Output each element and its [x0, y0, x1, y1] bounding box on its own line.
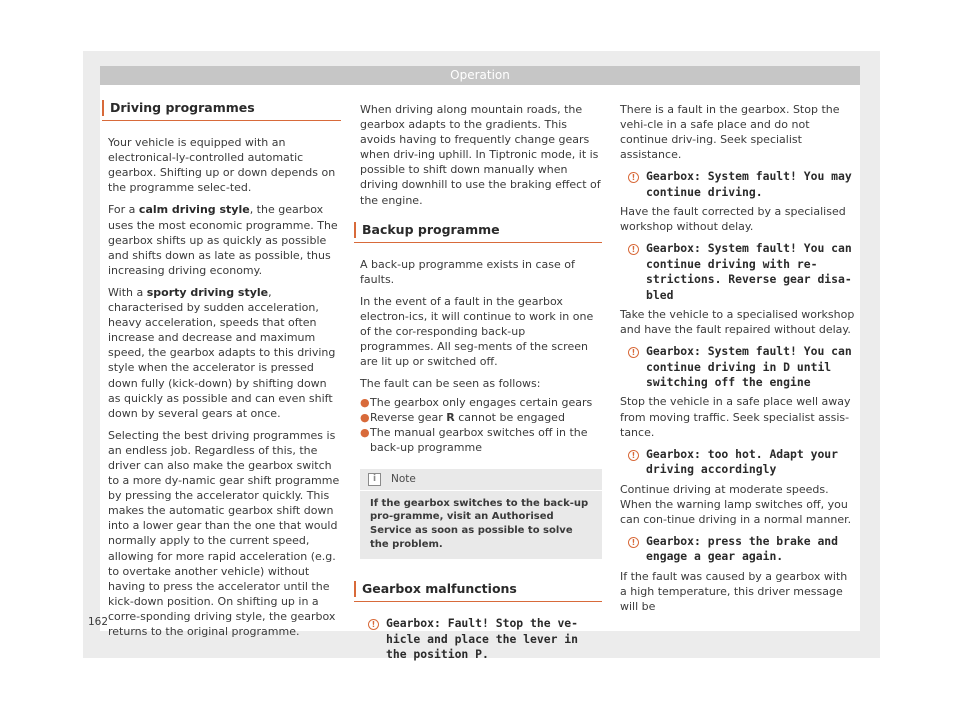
warning-icon: ! — [628, 172, 639, 183]
driver-message-text: Gearbox: System fault! You can continue driving with re-strictions. Reverse gear disa-bled — [646, 241, 852, 302]
driver-message — [620, 169, 857, 200]
driver-message-text: Gearbox: System fault! You can continue driving in D until switching off the engine — [646, 344, 852, 389]
paragraph: For a calm driving style, the gearbox uses the most economic programme. The gearbox shifts up as quickly as possible and shifts down as late as possible, thus increasing driving economy. — [108, 203, 338, 277]
note-label: Note — [391, 472, 416, 485]
heading-gearbox-malfunctions: Gearbox malfunctions — [360, 581, 602, 602]
driver-message — [360, 616, 602, 662]
driver-message — [620, 344, 857, 390]
driver-message-text: Gearbox: press the brake and engage a gear again. — [646, 533, 839, 564]
warning-icon: ! — [628, 450, 639, 461]
bullet-icon: ● — [360, 395, 370, 409]
heading-backup-programme: Backup programme — [360, 222, 602, 243]
paragraph: Have the fault corrected by a specialised workshop without delay. — [620, 205, 846, 234]
driver-message — [620, 447, 857, 478]
paragraph: In the event of a fault in the gearbox electron-ics, it will continue to work in one of the cor-responding back-up programmes. All seg-ments of the screen are lit up or switched off. — [360, 294, 594, 369]
list-item: ● The manual gearbox switches off in the back-up programme — [360, 425, 588, 454]
warning-icon: ! — [628, 347, 639, 358]
paragraph: The fault can be seen as follows: — [360, 377, 541, 391]
driver-message — [620, 241, 857, 303]
warning-icon: ! — [628, 537, 639, 548]
paragraph: Stop the vehicle in a safe place well away from moving traffic. Seek specialist assis-tance. — [620, 395, 851, 439]
list-item: ● The gearbox only engages certain gears — [360, 395, 593, 409]
paragraph: Take the vehicle to a specialised workshop and have the fault repaired without delay. — [620, 308, 855, 337]
page-number: 162 — [88, 616, 109, 628]
warning-icon: ! — [628, 244, 639, 255]
heading-driving-programmes: Driving programmes — [108, 100, 341, 121]
info-icon: i — [368, 473, 381, 486]
bold-term: calm driving style — [138, 203, 250, 217]
driver-message-text: Gearbox: System fault! You may continue driving. — [646, 169, 852, 199]
column-middle — [360, 102, 602, 667]
driver-message-text: Gearbox: Fault! Stop the ve-hicle and place the lever in the position P. — [386, 616, 579, 662]
bullet-icon: ● — [360, 410, 370, 424]
paragraph: Continue driving at moderate speeds. When the warning lamp switches off, you can con-tinue driving in a normal manner. — [620, 482, 852, 526]
note-body: If the gearbox switches to the back-up pro-gramme, visit an Authorised Service as soon as possible to solve the problem. — [370, 497, 589, 550]
paragraph: When driving along mountain roads, the gearbox adapts to the gradients. This avoids having to frequently change gears when driv-ing uphill. In Tiptronic mode, it is possible to shift down manually when driving downhill to use the braking effect of the engine. — [360, 103, 601, 207]
bold-term: sporty driving style — [146, 285, 269, 299]
paragraph: There is a fault in the gearbox. Stop the vehi-cle in a safe place and do not continue driv-ing. Seek specialist assistance. — [620, 103, 840, 162]
section-title: Operation — [450, 68, 510, 82]
paragraph: Selecting the best driving programmes is an endless job. Regardless of this, the driver can also make the gearbox switch to a more dy-namic gear shift programme by pressing the accelerator quickly. This makes the automatic gearbox shift down into a lower gear than the one that would normally apply to the current speed, allowing for more rapid acceleration (e.g. to overtake another vehicle) without having to press the accelerator until the kick-down position. On shifting up in a corre-sponding driving style, the gearbox returns to the original programme. — [108, 428, 340, 638]
paragraph: If the fault was caused by a gearbox with a high temperature, this driver message will be — [620, 569, 848, 613]
driver-message — [620, 534, 857, 565]
paragraph: Your vehicle is equipped with an electronical-ly-controlled automatic gearbox. Shifting up or down depends on the programme selec-ted. — [108, 136, 336, 195]
note-box — [360, 469, 602, 559]
bullet-icon: ● — [360, 425, 370, 439]
note-header — [360, 469, 602, 491]
paragraph: A back-up programme exists in case of faults. — [360, 257, 575, 286]
column-left — [108, 100, 341, 646]
paragraph: With a sporty driving style, characterised by sudden acceleration, heavy acceleration, speeds that often increase and decrease and maximum speed, the gearbox adapts to this driving style when the accelerator is pressed down fully (kick-down) by shifting down as quickly as possible and can even shift down by several gears at once. — [108, 285, 336, 420]
column-right — [620, 102, 857, 621]
warning-icon: ! — [368, 619, 379, 630]
list-item: ● Reverse gear R cannot be engaged — [360, 410, 565, 424]
driver-message-text: Gearbox: too hot. Adapt your driving accordingly — [646, 446, 839, 477]
bullet-list — [360, 395, 602, 455]
